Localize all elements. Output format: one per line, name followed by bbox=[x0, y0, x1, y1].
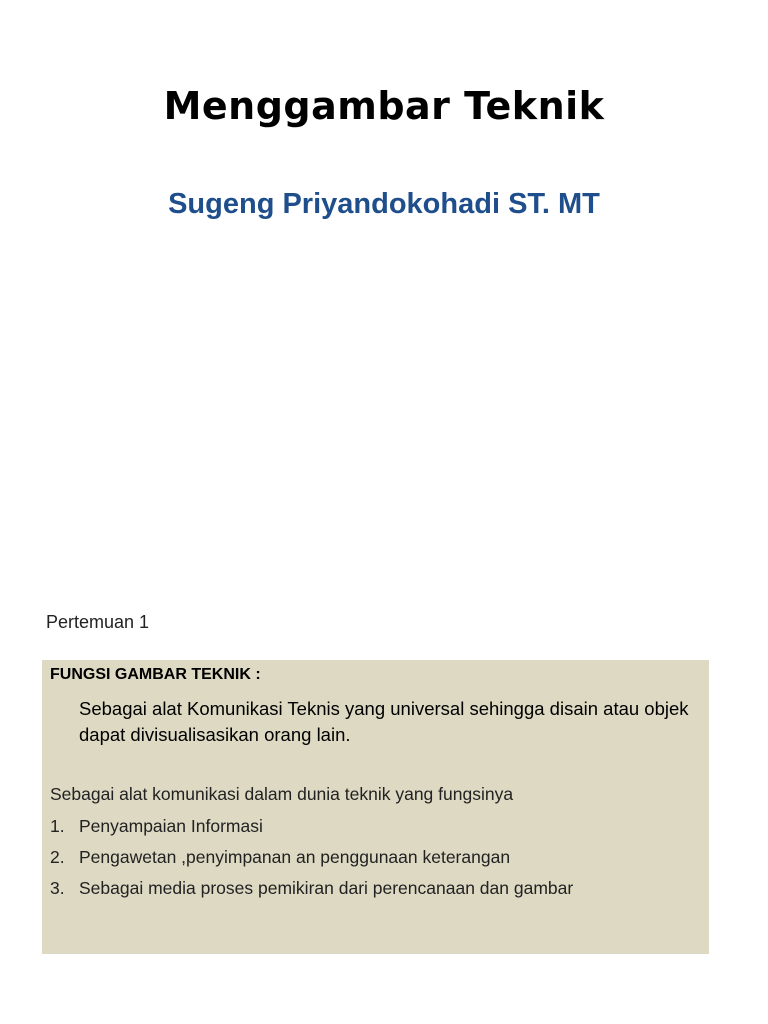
box-intro: Sebagai alat komunikasi dalam dunia teknik yang fungsinya bbox=[50, 784, 514, 804]
list-item-number: 1. bbox=[50, 816, 65, 836]
box-heading: FUNGSI GAMBAR TEKNIK : bbox=[50, 666, 261, 683]
function-list bbox=[50, 814, 573, 907]
list-item bbox=[50, 845, 573, 876]
list-item-text: Pengawetan ,penyimpanan an penggunaan keterangan bbox=[79, 847, 511, 867]
list-item bbox=[50, 814, 573, 845]
list-item bbox=[50, 876, 573, 907]
list-item-text: Sebagai media proses pemikiran dari perencanaan dan gambar bbox=[79, 878, 574, 898]
list-item-number: 2. bbox=[50, 847, 65, 867]
function-box bbox=[42, 660, 709, 954]
page-title: Menggambar Teknik bbox=[163, 84, 605, 128]
list-item-text: Penyampaian Informasi bbox=[79, 816, 263, 836]
box-paragraph: Sebagai alat Komunikasi Teknis yang universal sehingga disain atau objek dapat divisualisasikan orang lain. bbox=[79, 698, 689, 745]
meeting-label: Pertemuan 1 bbox=[46, 612, 150, 632]
author-subtitle: Sugeng Priyandokohadi ST. MT bbox=[168, 188, 600, 220]
list-item-number: 3. bbox=[50, 878, 65, 898]
